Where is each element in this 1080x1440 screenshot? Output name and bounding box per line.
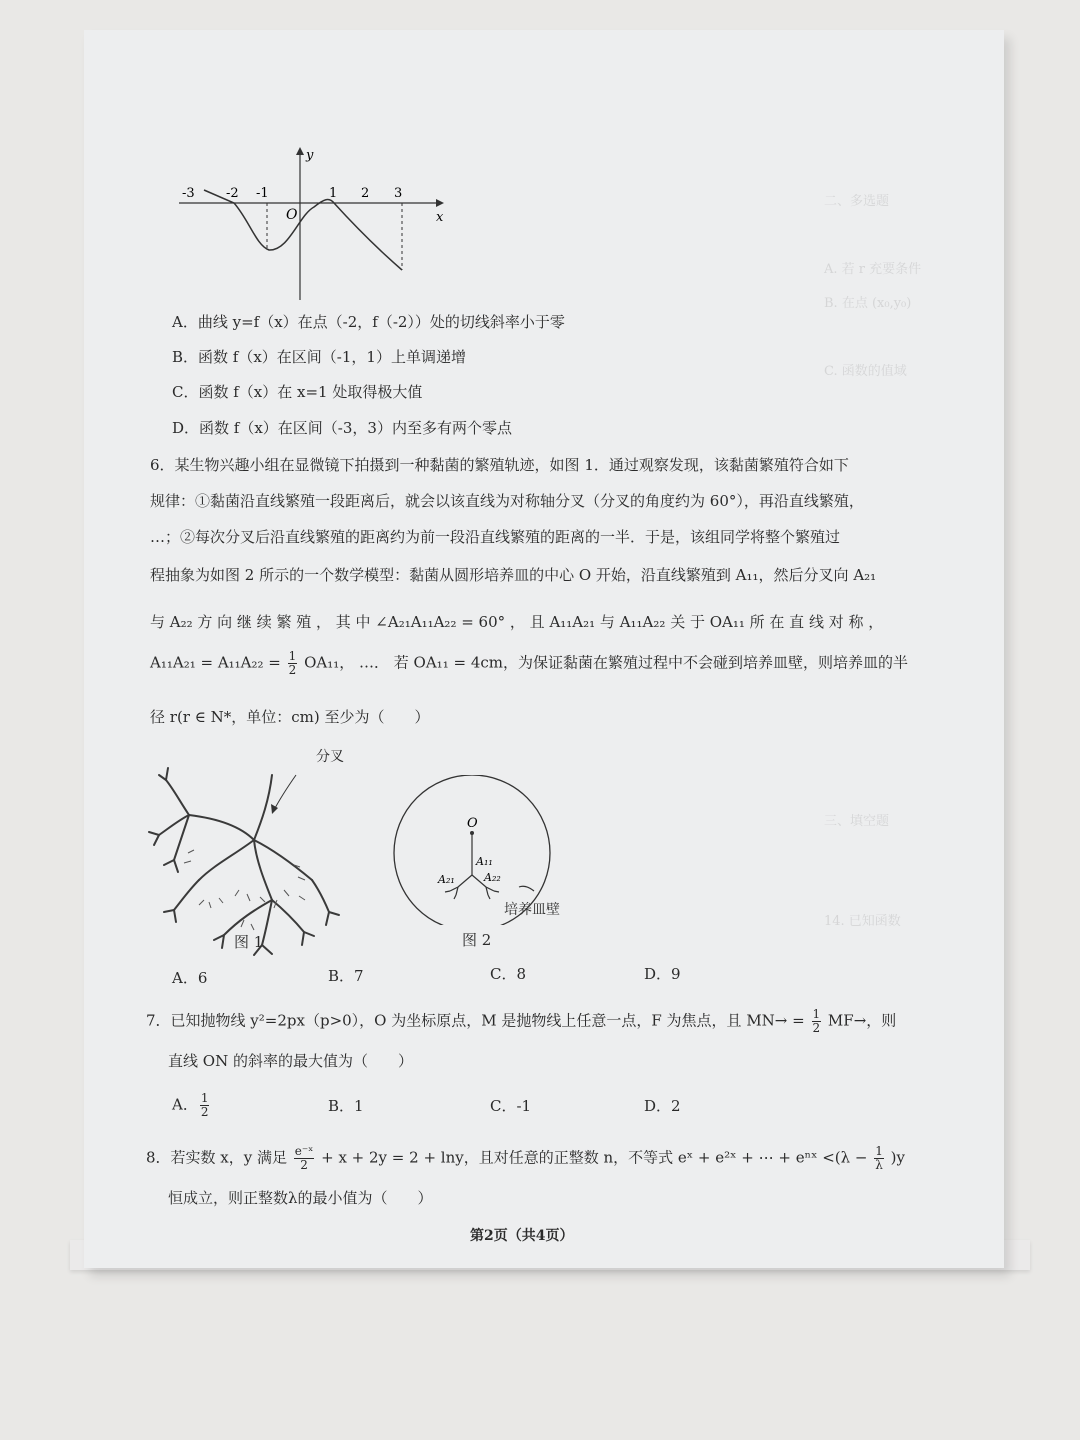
- q6-option-d: D．9: [644, 965, 681, 983]
- q6-line6: [150, 650, 908, 677]
- q5-option-b: B．函数 f（x）在区间（-1，1）上单调递增: [172, 348, 466, 366]
- q7-option-c: C．-1: [490, 1097, 532, 1115]
- page-footer: 第2页（共4页）: [470, 1228, 574, 1244]
- fig2-label-A21: A₂₁: [438, 873, 455, 886]
- fig2-caption: 图 2: [462, 931, 492, 949]
- axis-label-y: y: [306, 148, 314, 163]
- fig1-caption: 图 1: [234, 933, 264, 951]
- axis-label-x: x: [436, 210, 444, 225]
- q8-line2: 恒成立，则正整数λ的最小值为（ ）: [168, 1189, 433, 1207]
- fraction-e-neg-x-over-2: $\frac{\text{e⁻ˣ}}{2}$: [294, 1144, 314, 1172]
- fig2-annotation: 培养皿壁: [504, 902, 560, 918]
- q8-line1-part-c: )y: [890, 1148, 905, 1167]
- fig1-annotation: 分叉: [316, 749, 344, 765]
- q7-line1: [146, 1008, 896, 1035]
- exam-page: [84, 30, 1004, 1268]
- q6-line6-part-b: OA₁₁， …． 若 OA₁₁ = 4cm，为保证黏菌在繁殖过程中不会碰到培养皿壁，则培养皿的半: [304, 653, 908, 672]
- show-through-text: B. 在点 (x₀,y₀): [824, 296, 912, 311]
- q5-option-a: A．曲线 y=f（x）在点（-2，f（-2））处的切线斜率小于零: [172, 313, 565, 331]
- q6-option-c: C．8: [490, 965, 527, 983]
- q5-option-c: C．函数 f（x）在 x=1 处取得极大值: [172, 383, 423, 401]
- q6-line6-part-a: A₁₁A₂₁ = A₁₁A₂₂ =: [150, 653, 281, 672]
- q7-option-b: B．1: [328, 1097, 364, 1115]
- q8-line1: [146, 1145, 905, 1172]
- tick-label: -3: [182, 186, 195, 201]
- q6-line2: 规律：①黏菌沿直线繁殖一段距离后，就会以该直线为对称轴分叉（分叉的角度约为 60°），再沿直线繁殖，: [150, 492, 864, 510]
- tick-label: -1: [256, 186, 269, 201]
- q8-line1-part-b: + x + 2y = 2 + lny，且对任意的正整数 n，不等式 eˣ + e²ˣ + ⋯ + eⁿˣ <(λ −: [321, 1148, 868, 1167]
- q6-line1: 6．某生物兴趣小组在显微镜下拍摄到一种黏菌的繁殖轨迹，如图 1．通过观察发现，该黏菌繁殖符合如下: [150, 456, 849, 474]
- function-graph: [174, 145, 454, 305]
- fraction-one-half: $\frac{1}{2}$: [288, 649, 297, 677]
- q6-line3: …；②每次分叉后沿直线繁殖的距离约为前一段沿直线繁殖的距离的一半．于是，该组同学将整个繁殖过: [150, 528, 841, 546]
- q7-line2: 直线 ON 的斜率的最大值为（ ）: [168, 1052, 413, 1070]
- figure-1-slime-mold: [144, 740, 394, 965]
- q8-line1-part-a: 8．若实数 x，y 满足: [146, 1148, 288, 1167]
- q7-option-d: D．2: [644, 1097, 681, 1115]
- q7-line1-part-b: MF→，则: [827, 1011, 897, 1030]
- tick-label: 3: [394, 186, 403, 201]
- show-through-text: A. 若 r 充要条件: [824, 262, 922, 277]
- show-through-text: 14. 已知函数: [824, 914, 901, 929]
- fig2-label-O: O: [467, 816, 478, 831]
- q6-line5: 与 A₂₂ 方 向 继 续 繁 殖 ， 其 中 ∠A₂₁A₁₁A₂₂ = 60° ， 且 A₁₁A₂₁ 与 A₁₁A₂₂ 关 于 OA₁₁ 所 在 直 线 对 称 ，: [150, 613, 884, 631]
- q6-line4: 程抽象为如图 2 所示的一个数学模型：黏菌从圆形培养皿的中心 O 开始，沿直线繁殖到 A₁₁，然后分叉向 A₂₁: [150, 566, 877, 584]
- tick-label: -2: [226, 186, 239, 201]
- origin-label: O: [286, 207, 298, 223]
- fig2-label-A11: A₁₁: [476, 855, 493, 868]
- q6-option-a: A．6: [172, 969, 208, 987]
- fig2-label-A22: A₂₂: [484, 871, 501, 884]
- fraction-one-half: $\frac{1}{2}$: [812, 1007, 821, 1035]
- tick-label: 1: [329, 186, 338, 201]
- show-through-text: C. 函数的值域: [824, 364, 907, 379]
- q7-line1-part-a: 7．已知抛物线 y²=2px（p>0），O 为坐标原点，M 是抛物线上任意一点，F 为焦点，且 MN→ =: [146, 1011, 805, 1030]
- fraction-one-half: $\frac{1}{2}$: [200, 1091, 209, 1119]
- fraction-one-over-lambda: $\frac{1}{\lambda}$: [875, 1144, 883, 1172]
- tick-label: 2: [361, 186, 370, 201]
- show-through-text: 二、多选题: [824, 194, 890, 209]
- q6-option-b: B．7: [328, 967, 364, 985]
- q7-option-a: A． $\frac{1}{2}$: [172, 1091, 209, 1119]
- q5-option-d: D．函数 f（x）在区间（-3，3）内至多有两个零点: [172, 419, 512, 437]
- show-through-text: 三、填空题: [824, 814, 890, 829]
- q6-line7: 径 r(r ∈ N*，单位：cm) 至少为（ ）: [150, 708, 430, 726]
